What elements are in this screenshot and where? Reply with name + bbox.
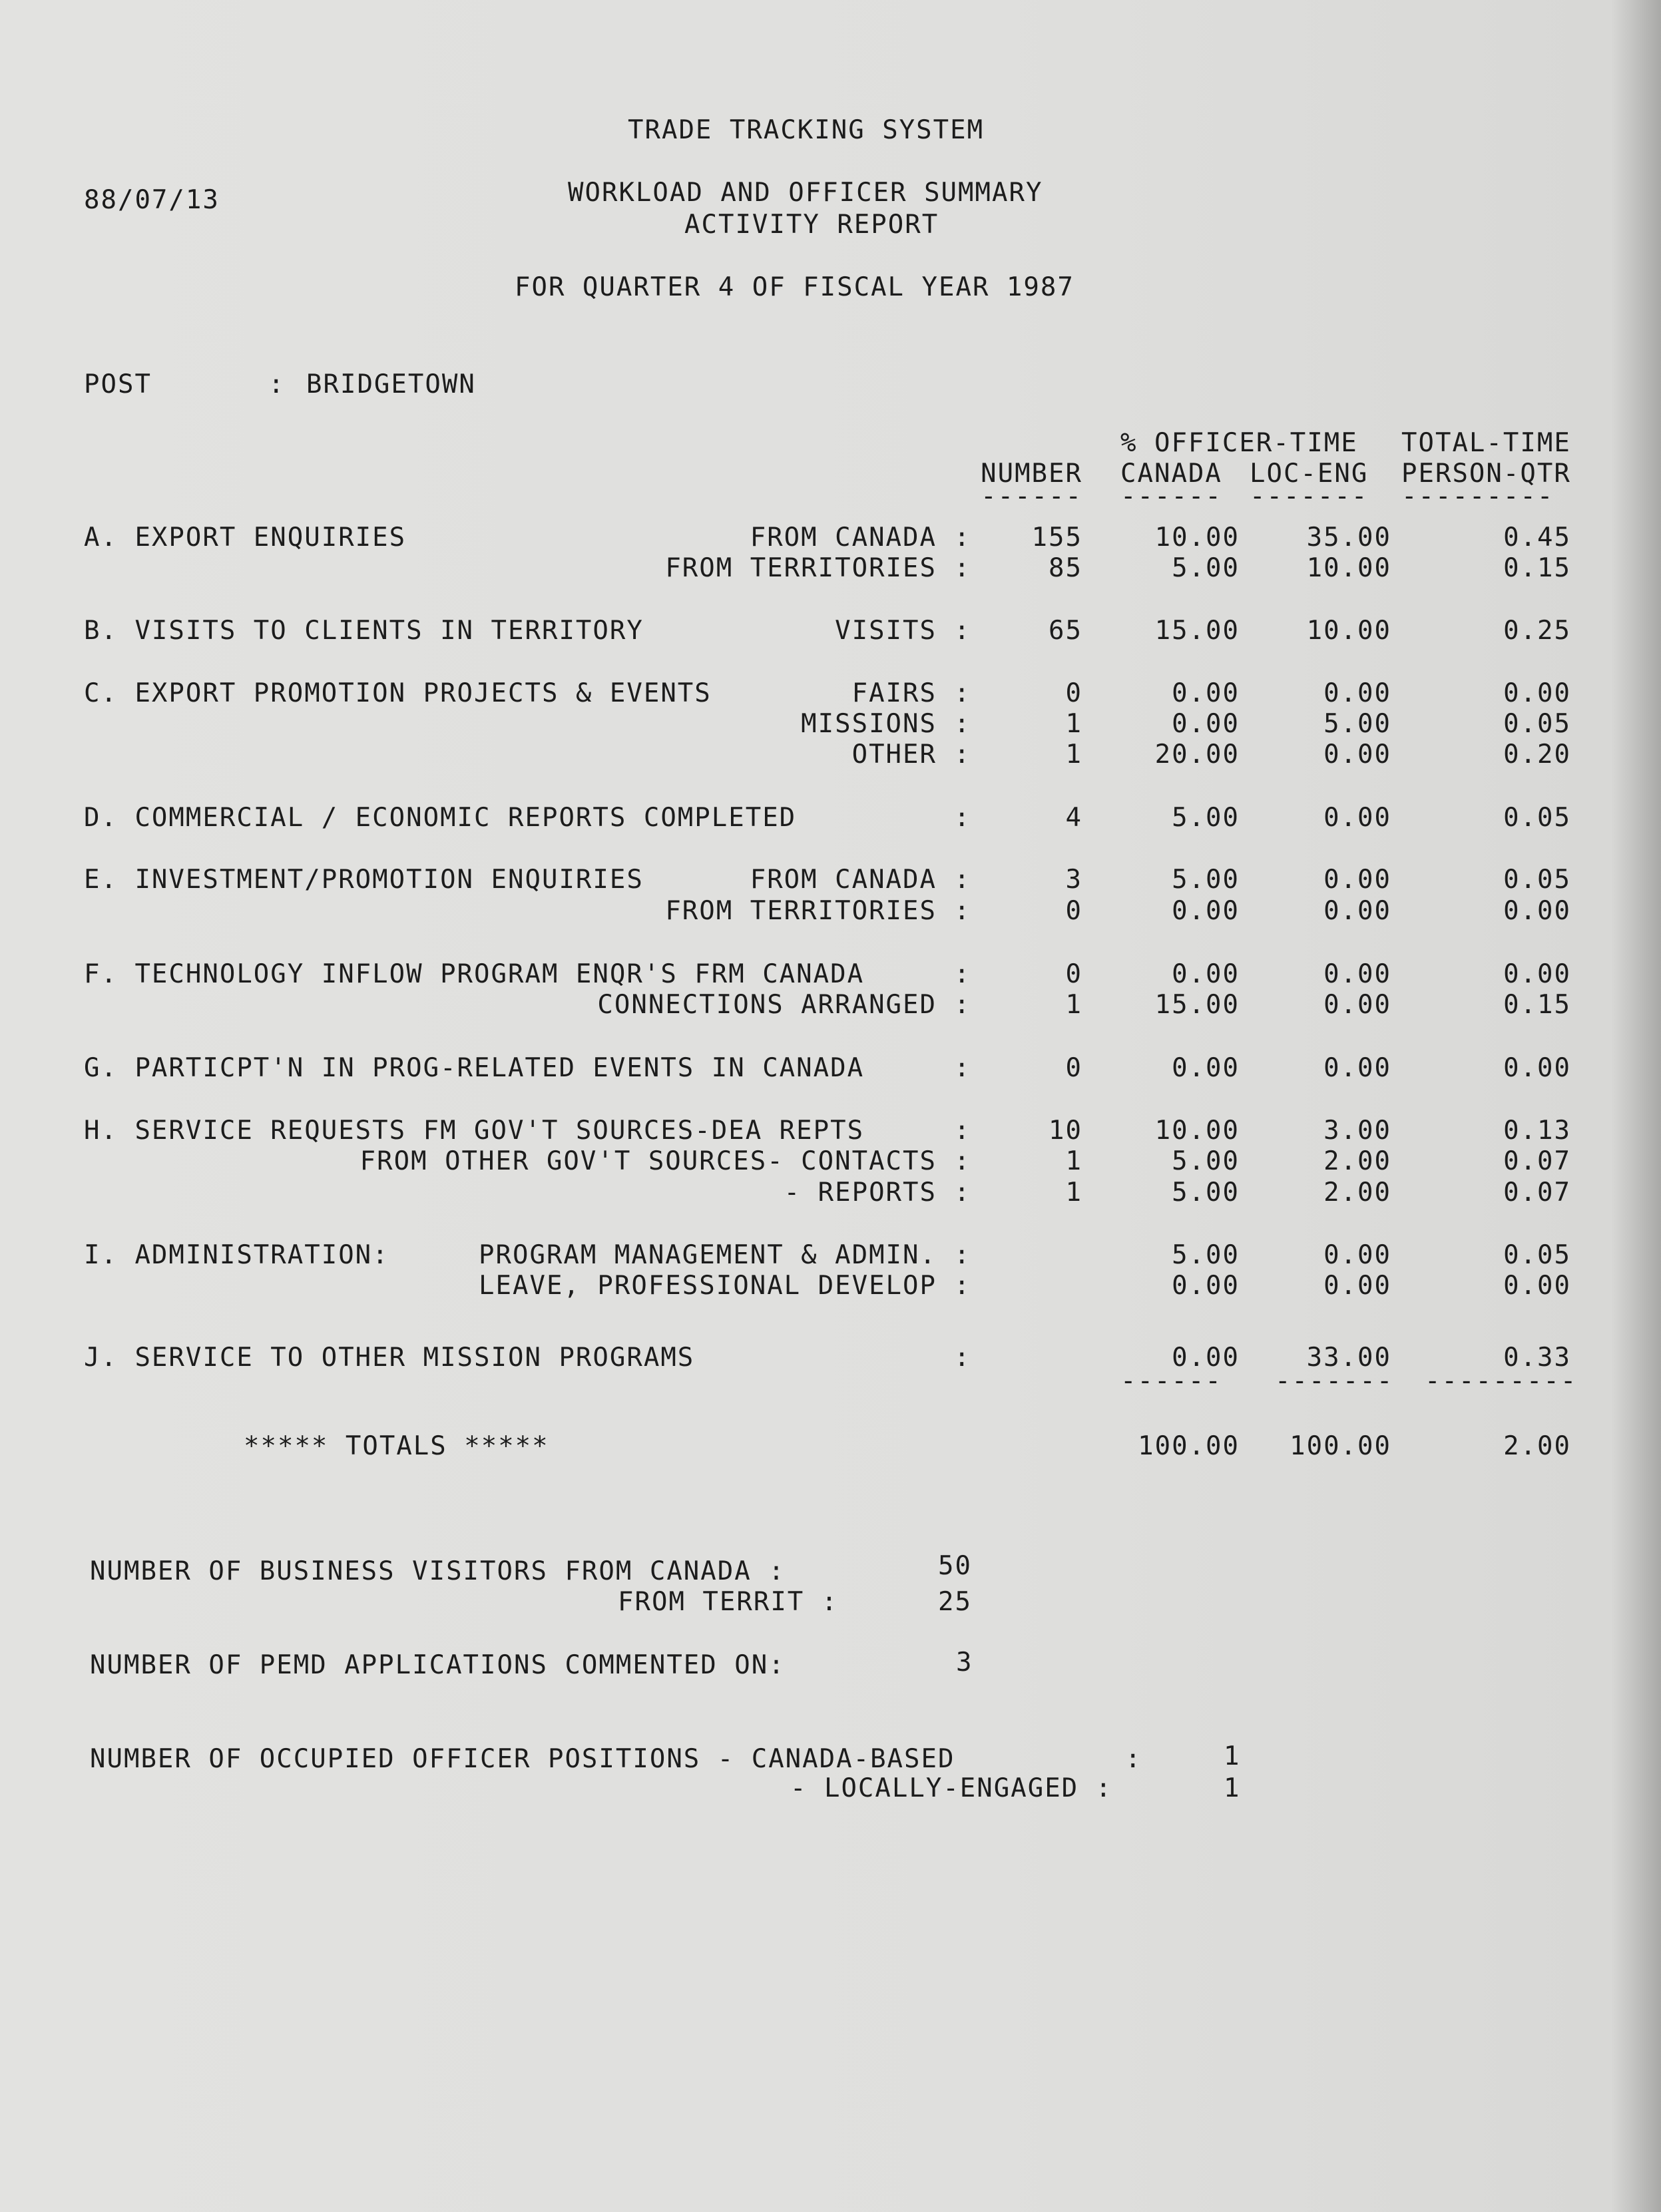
row-person-qtr: 0.05: [1503, 709, 1571, 739]
totals-person-qtr: 2.00: [1503, 1431, 1571, 1461]
row-colon: :: [954, 990, 971, 1020]
totals-loc-eng-rule: -------: [1275, 1366, 1394, 1396]
row-sub-label: FROM CANADA: [750, 523, 937, 553]
row-section-label: D. COMMERCIAL / ECONOMIC REPORTS COMPLETED: [84, 803, 797, 833]
row-number: 10: [1049, 1116, 1082, 1146]
row-section-label: B. VISITS TO CLIENTS IN TERRITORY: [84, 616, 644, 646]
report-date: 88/07/13: [84, 185, 220, 215]
row-number: 1: [1065, 1146, 1082, 1176]
row-person-qtr: 0.15: [1503, 990, 1571, 1020]
row-colon: :: [954, 1146, 971, 1176]
post-separator: :: [268, 369, 286, 399]
row-colon: :: [954, 1178, 971, 1208]
col-number-rule: ------: [981, 481, 1082, 511]
row-sub-label: FROM CANADA: [750, 865, 937, 895]
row-colon: :: [954, 553, 971, 583]
positions-canada-value: 1: [1224, 1741, 1241, 1771]
positions-local-value: 1: [1224, 1773, 1241, 1803]
row-canada-pct: 0.00: [1172, 1343, 1240, 1373]
row-loc-eng-pct: 0.00: [1323, 896, 1391, 926]
row-canada-pct: 0.00: [1172, 959, 1240, 989]
row-canada-pct: 5.00: [1172, 553, 1240, 583]
row-section-label: A. EXPORT ENQUIRIES: [84, 523, 407, 553]
row-person-qtr: 0.00: [1503, 896, 1571, 926]
row-number: 4: [1065, 803, 1082, 833]
col-number: NUMBER: [981, 459, 1082, 489]
row-loc-eng-pct: 0.00: [1323, 803, 1391, 833]
row-loc-eng-pct: 0.00: [1323, 1053, 1391, 1083]
row-canada-pct: 15.00: [1154, 616, 1240, 646]
row-canada-pct: 5.00: [1172, 865, 1240, 895]
col-loc-eng-rule: -------: [1250, 481, 1369, 511]
row-colon: :: [954, 709, 971, 739]
col-canada-rule: ------: [1120, 481, 1222, 511]
row-person-qtr: 0.45: [1503, 523, 1571, 553]
row-person-qtr: 0.07: [1503, 1178, 1571, 1208]
row-loc-eng-pct: 0.00: [1323, 740, 1391, 770]
row-canada-pct: 10.00: [1154, 1116, 1240, 1146]
row-loc-eng-pct: 0.00: [1323, 959, 1391, 989]
col-group-officer-time: % OFFICER-TIME: [1120, 428, 1358, 458]
col-loc-eng: LOC-ENG: [1250, 459, 1369, 489]
system-title: TRADE TRACKING SYSTEM: [628, 115, 985, 145]
row-number: 1: [1065, 709, 1082, 739]
positions-canada-label: NUMBER OF OCCUPIED OFFICER POSITIONS - CANADA-BASED: [90, 1744, 955, 1774]
visitors-canada-label: NUMBER OF BUSINESS VISITORS FROM CANADA :: [90, 1556, 786, 1586]
row-person-qtr: 0.00: [1503, 1053, 1571, 1083]
row-colon: :: [954, 865, 971, 895]
post-value: BRIDGETOWN: [306, 369, 476, 399]
row-loc-eng-pct: 2.00: [1323, 1146, 1391, 1176]
row-sub-label: FROM OTHER GOV'T SOURCES- CONTACTS: [359, 1146, 937, 1176]
row-loc-eng-pct: 5.00: [1323, 709, 1391, 739]
row-loc-eng-pct: 0.00: [1323, 1240, 1391, 1270]
row-colon: :: [954, 896, 971, 926]
row-canada-pct: 0.00: [1172, 1271, 1240, 1301]
row-section-label: E. INVESTMENT/PROMOTION ENQUIRIES: [84, 865, 644, 895]
row-canada-pct: 0.00: [1172, 1053, 1240, 1083]
row-sub-label: FROM TERRITORIES: [665, 553, 937, 583]
totals-canada-rule: ------: [1120, 1366, 1222, 1396]
row-section-label: I. ADMINISTRATION:: [84, 1240, 389, 1270]
totals-loc-eng: 100.00: [1290, 1431, 1391, 1461]
row-person-qtr: 0.15: [1503, 553, 1571, 583]
col-canada: CANADA: [1120, 459, 1222, 489]
row-loc-eng-pct: 33.00: [1306, 1343, 1391, 1373]
row-sub-label: FROM TERRITORIES: [665, 896, 937, 926]
row-number: 0: [1065, 1053, 1082, 1083]
row-loc-eng-pct: 0.00: [1323, 1271, 1391, 1301]
row-number: 3: [1065, 865, 1082, 895]
row-canada-pct: 0.00: [1172, 896, 1240, 926]
row-loc-eng-pct: 10.00: [1306, 553, 1391, 583]
row-person-qtr: 0.33: [1503, 1343, 1571, 1373]
col-person-qtr: PERSON-QTR: [1401, 459, 1571, 489]
row-sub-label: VISITS: [835, 616, 937, 646]
post-label: POST: [84, 369, 152, 399]
row-canada-pct: 10.00: [1154, 523, 1240, 553]
totals-canada: 100.00: [1138, 1431, 1240, 1461]
totals-person-qtr-rule: ---------: [1425, 1366, 1578, 1396]
row-colon: :: [954, 959, 971, 989]
report-title: WORKLOAD AND OFFICER SUMMARY: [568, 178, 1043, 208]
col-total-time: TOTAL-TIME: [1401, 428, 1571, 458]
row-loc-eng-pct: 0.00: [1323, 678, 1391, 708]
row-canada-pct: 5.00: [1172, 803, 1240, 833]
row-colon: :: [954, 1271, 971, 1301]
row-sub-label: - REPORTS: [784, 1178, 937, 1208]
row-canada-pct: 0.00: [1172, 709, 1240, 739]
row-colon: :: [954, 1240, 971, 1270]
row-person-qtr: 0.25: [1503, 616, 1571, 646]
visitors-territ-label: FROM TERRIT :: [618, 1587, 839, 1617]
row-sub-label: CONNECTIONS ARRANGED: [597, 990, 937, 1020]
row-person-qtr: 0.13: [1503, 1116, 1571, 1146]
row-number: 1: [1065, 1178, 1082, 1208]
row-person-qtr: 0.00: [1503, 678, 1571, 708]
row-sub-label: PROGRAM MANAGEMENT & ADMIN.: [479, 1240, 937, 1270]
positions-local-label: - LOCALLY-ENGAGED :: [790, 1773, 1113, 1803]
row-colon: :: [954, 678, 971, 708]
row-number: 155: [1031, 523, 1082, 553]
row-sub-label: MISSIONS: [801, 709, 937, 739]
row-person-qtr: 0.00: [1503, 959, 1571, 989]
row-colon: :: [954, 616, 971, 646]
row-loc-eng-pct: 3.00: [1323, 1116, 1391, 1146]
row-number: 85: [1049, 553, 1082, 583]
row-number: 0: [1065, 959, 1082, 989]
col-person-qtr-rule: ---------: [1401, 481, 1554, 511]
row-person-qtr: 0.20: [1503, 740, 1571, 770]
row-canada-pct: 15.00: [1154, 990, 1240, 1020]
row-colon: :: [954, 1053, 971, 1083]
pemd-value: 3: [956, 1648, 973, 1677]
row-colon: :: [954, 803, 971, 833]
row-colon: :: [954, 523, 971, 553]
row-number: 1: [1065, 740, 1082, 770]
row-loc-eng-pct: 0.00: [1323, 990, 1391, 1020]
row-loc-eng-pct: 2.00: [1323, 1178, 1391, 1208]
pemd-label: NUMBER OF PEMD APPLICATIONS COMMENTED ON:: [90, 1650, 786, 1680]
row-person-qtr: 0.00: [1503, 1271, 1571, 1301]
report-period: FOR QUARTER 4 OF FISCAL YEAR 1987: [515, 272, 1074, 302]
row-sub-label: LEAVE, PROFESSIONAL DEVELOP: [479, 1271, 937, 1301]
row-person-qtr: 0.05: [1503, 865, 1571, 895]
row-loc-eng-pct: 10.00: [1306, 616, 1391, 646]
row-person-qtr: 0.05: [1503, 1240, 1571, 1270]
row-person-qtr: 0.07: [1503, 1146, 1571, 1176]
row-number: 0: [1065, 678, 1082, 708]
report-subtitle: ACTIVITY REPORT: [684, 210, 939, 240]
row-number: 65: [1049, 616, 1082, 646]
row-number: 0: [1065, 896, 1082, 926]
row-section-label: H. SERVICE REQUESTS FM GOV'T SOURCES-DEA REPTS: [84, 1116, 865, 1146]
row-canada-pct: 5.00: [1172, 1240, 1240, 1270]
visitors-canada-value: 50: [938, 1551, 972, 1581]
row-loc-eng-pct: 35.00: [1306, 523, 1391, 553]
row-canada-pct: 0.00: [1172, 678, 1240, 708]
row-section-label: G. PARTICPT'N IN PROG-RELATED EVENTS IN CANADA: [84, 1053, 865, 1083]
row-canada-pct: 20.00: [1154, 740, 1240, 770]
row-loc-eng-pct: 0.00: [1323, 865, 1391, 895]
row-section-label: J. SERVICE TO OTHER MISSION PROGRAMS: [84, 1343, 695, 1373]
row-canada-pct: 5.00: [1172, 1146, 1240, 1176]
row-sub-label: OTHER: [851, 740, 937, 770]
row-colon: :: [954, 740, 971, 770]
row-number: 1: [1065, 990, 1082, 1020]
positions-colon: :: [1125, 1744, 1142, 1774]
row-section-label: C. EXPORT PROMOTION PROJECTS & EVENTS: [84, 678, 712, 708]
row-colon: :: [954, 1343, 971, 1373]
visitors-territ-value: 25: [938, 1587, 972, 1617]
row-sub-label: FAIRS: [851, 678, 937, 708]
row-person-qtr: 0.05: [1503, 803, 1571, 833]
totals-label: ***** TOTALS *****: [244, 1431, 549, 1461]
row-canada-pct: 5.00: [1172, 1178, 1240, 1208]
row-section-label: F. TECHNOLOGY INFLOW PROGRAM ENQR'S FRM CANADA: [84, 959, 865, 989]
row-colon: :: [954, 1116, 971, 1146]
